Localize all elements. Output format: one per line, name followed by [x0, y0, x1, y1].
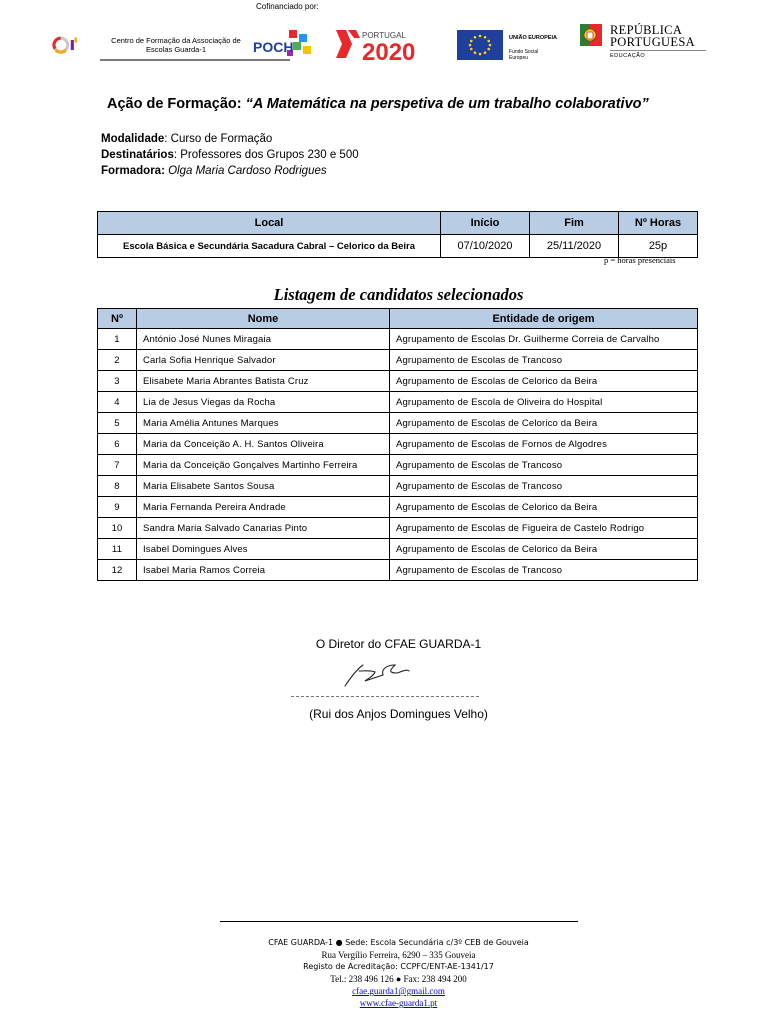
local-value: Escola Básica e Secundária Sacadura Cabral – Celorico da Beira	[98, 235, 441, 258]
candidate-entity: Agrupamento de Escolas de Trancoso	[390, 560, 698, 581]
candidate-entity: Agrupamento de Escolas de Celorico da Beira	[390, 413, 698, 434]
republica-portuguesa-logo	[578, 22, 708, 62]
footer-line1: CFAE GUARDA-1 ● Sede: Escola Secundária c/3º CEB de Gouveia	[268, 938, 529, 947]
candidate-number: 1	[98, 329, 137, 350]
candidate-entity: Agrupamento de Escolas de Figueira de Castelo Rodrigo	[390, 518, 698, 539]
p2020-top-text: PORTUGAL	[362, 31, 406, 40]
candidate-name: Isabel Maria Ramos Correia	[137, 560, 390, 581]
candidate-entity: Agrupamento de Escolas de Celorico da Beira	[390, 497, 698, 518]
table-row	[98, 497, 698, 518]
candidate-entity: Agrupamento de Escolas Dr. Guilherme Correia de Carvalho	[390, 329, 698, 350]
info-destinatarios	[101, 149, 359, 161]
candidate-number: 4	[98, 392, 137, 413]
eu-flag-icon	[457, 30, 503, 60]
eu-logo	[457, 30, 557, 60]
candidate-entity: Agrupamento de Escolas de Fornos de Algodres	[390, 434, 698, 455]
eu-fund: Fundo Social Europeu	[509, 49, 539, 61]
table-row	[98, 455, 698, 476]
cfae-logo-text: Centro de Formação da Associação de Escolas Guarda-1	[111, 36, 241, 54]
poch-logo	[253, 28, 319, 62]
portugal-2020-logo	[334, 26, 442, 62]
footer-line4: Tel.: 238 496 126 ● Fax: 238 494 200	[330, 974, 467, 984]
candidate-name: Carla Sofia Henrique Salvador	[137, 350, 390, 371]
table-row	[98, 371, 698, 392]
director-name: (Rui dos Anjos Domingues Velho)	[309, 707, 488, 721]
candidate-entity: Agrupamento de Escola de Oliveira do Hospital	[390, 392, 698, 413]
candidate-name: Isabel Domingues Alves	[137, 539, 390, 560]
table-row	[98, 560, 698, 581]
candidates-table-header	[98, 309, 698, 329]
director-role: O Diretor do CFAE GUARDA-1	[315, 637, 482, 651]
footer	[0, 937, 770, 1009]
eu-title: UNIÃO EUROPEIA	[509, 35, 557, 41]
candidate-name: Maria Fernanda Pereira Andrade	[137, 497, 390, 518]
candidate-number: 10	[98, 518, 137, 539]
local-table	[97, 211, 698, 258]
candidate-number: 9	[98, 497, 137, 518]
horas-note: p = horas presenciais	[604, 255, 676, 265]
table-row	[98, 350, 698, 371]
candidate-name: Elisabete Maria Abrantes Batista Cruz	[137, 371, 390, 392]
formadora-label: Formadora:	[101, 165, 165, 177]
rp-divider	[610, 50, 706, 51]
table-row	[98, 329, 698, 350]
title-name: “A Matemática na perspetiva de um trabalho colaborativo”	[245, 96, 649, 112]
candidate-entity: Agrupamento de Escolas de Trancoso	[390, 455, 698, 476]
footer-line3: Registo de Acreditação: CCPFC/ENT-AE-1341/17	[303, 962, 494, 971]
table-row	[98, 434, 698, 455]
table-row	[98, 392, 698, 413]
cfae-logo-mark	[52, 30, 82, 60]
table-row	[98, 476, 698, 497]
candidate-name: Maria Elisabete Santos Sousa	[137, 476, 390, 497]
rp-dept: EDUCAÇÃO	[610, 53, 646, 59]
page-title	[107, 96, 649, 112]
inicio-value: 07/10/2020	[441, 235, 530, 258]
candidate-number: 12	[98, 560, 137, 581]
col-numero: Nº	[98, 309, 137, 329]
handwritten-signature	[337, 659, 427, 689]
candidate-name: Lia de Jesus Viegas da Rocha	[137, 392, 390, 413]
rp-line1: REPÚBLICA	[610, 23, 683, 37]
list-title: Listagem de candidatos selecionados	[273, 285, 524, 304]
p2020-year-text: 2020	[362, 39, 416, 62]
col-inicio: Início	[441, 212, 530, 235]
candidate-name: Maria da Conceição A. H. Santos Oliveira	[137, 434, 390, 455]
fim-value: 25/11/2020	[530, 235, 619, 258]
candidate-name: Maria da Conceição Gonçalves Martinho Ferreira	[137, 455, 390, 476]
candidate-name: Maria Amélia Antunes Marques	[137, 413, 390, 434]
table-row	[98, 539, 698, 560]
local-table-header	[98, 212, 698, 235]
signature-line	[291, 696, 479, 697]
table-row	[98, 518, 698, 539]
cofinanciado-label: Cofinanciado por:	[256, 2, 319, 11]
candidate-number: 6	[98, 434, 137, 455]
destinatarios-value: : Professores dos Grupos 230 e 500	[173, 149, 359, 161]
modalidade-label: Modalidade	[101, 133, 165, 145]
col-nome: Nome	[137, 309, 390, 329]
candidate-name: Sandra Maria Salvado Canarias Pinto	[137, 518, 390, 539]
cfae-logo	[52, 30, 242, 62]
candidate-entity: Agrupamento de Escolas de Celorico da Beira	[390, 539, 698, 560]
footer-email-link[interactable]: cfae.guarda1@gmail.com	[352, 986, 445, 996]
footer-divider	[220, 921, 578, 922]
candidate-entity: Agrupamento de Escolas de Trancoso	[390, 476, 698, 497]
candidate-number: 8	[98, 476, 137, 497]
candidate-entity: Agrupamento de Escolas de Trancoso	[390, 350, 698, 371]
candidate-number: 7	[98, 455, 137, 476]
coat-of-arms-icon	[578, 22, 606, 52]
candidate-entity: Agrupamento de Escolas de Celorico da Beira	[390, 371, 698, 392]
candidates-table	[97, 308, 698, 581]
col-horas: Nº Horas	[619, 212, 698, 235]
formadora-value: Olga Maria Cardoso Rodrigues	[164, 165, 327, 177]
poch-text: POCH	[253, 39, 294, 55]
footer-website-link[interactable]: www.cfae-guarda1.pt	[359, 998, 438, 1008]
col-local: Local	[98, 212, 441, 235]
rp-line2: PORTUGUESA	[610, 35, 695, 49]
footer-line2: Rua Vergílio Ferreira, 6290 – 335 Gouveia	[321, 950, 476, 960]
title-prefix: Ação de Formação:	[107, 96, 246, 112]
modalidade-value: : Curso de Formação	[164, 133, 273, 145]
candidates-table-body	[98, 329, 698, 581]
col-entidade: Entidade de origem	[390, 309, 698, 329]
table-row	[98, 413, 698, 434]
candidate-number: 3	[98, 371, 137, 392]
info-formadora	[101, 165, 327, 177]
horas-value: 25p	[619, 235, 698, 258]
candidate-number: 2	[98, 350, 137, 371]
candidate-number: 5	[98, 413, 137, 434]
candidate-name: António José Nunes Miragaia	[137, 329, 390, 350]
candidate-number: 11	[98, 539, 137, 560]
info-modalidade	[101, 133, 272, 145]
col-fim: Fim	[530, 212, 619, 235]
destinatarios-label: Destinatários	[101, 149, 174, 161]
